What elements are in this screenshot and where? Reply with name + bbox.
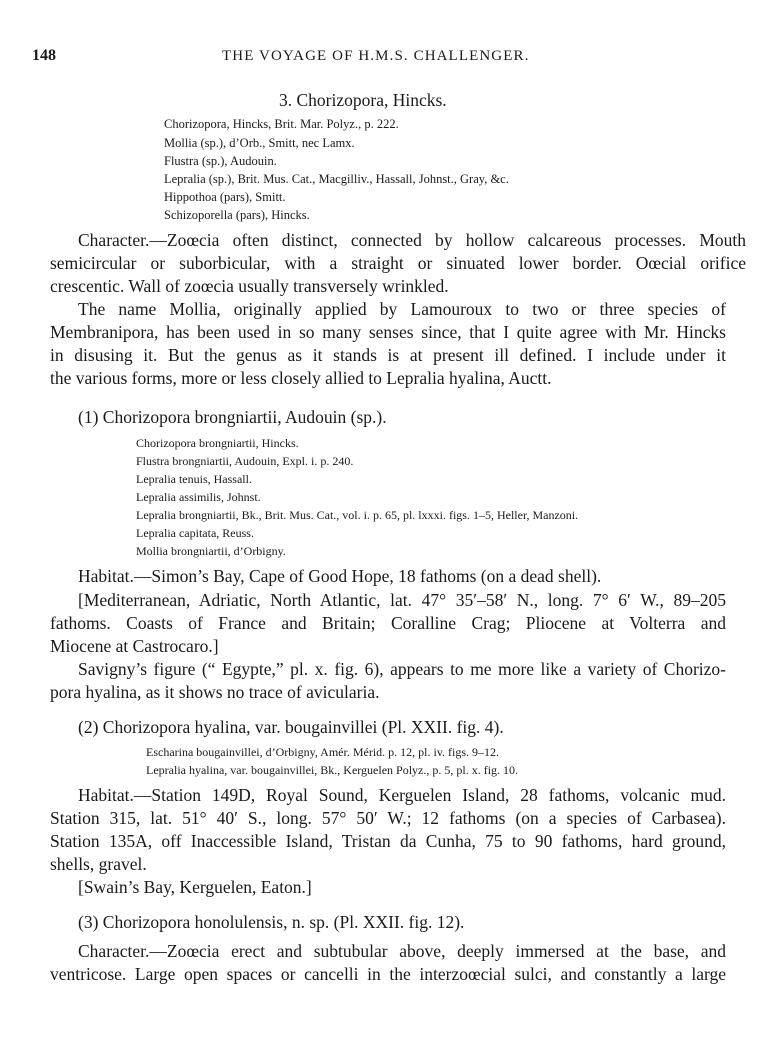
species-1-habitat: Habitat.—Simon’s Bay, Cape of Good Hope, 18 fathoms (on a dead shell). xyxy=(78,566,602,586)
species-synonym: Lepralia hyalina, var. bougainvillei, Bk., Kerguelen Polyz., p. 5, pl. x. fig. 10. xyxy=(146,763,519,777)
species-synonym: Lepralia brongniartii, Bk., Brit. Mus. Cat., vol. i. p. 65, pl. lxxxi. figs. 1–5, Heller, Manzoni. xyxy=(136,508,579,522)
running-title: THE VOYAGE OF H.M.S. CHALLENGER. xyxy=(222,48,530,64)
genus-synonym: Schizoporella (pars), Hincks. xyxy=(164,208,310,222)
species-2-distribution: [Swain’s Bay, Kerguelen, Eaton.] xyxy=(78,877,312,897)
species-synonym: Chorizopora brongniartii, Hincks. xyxy=(136,436,299,450)
species-synonym: Lepralia assimilis, Johnst. xyxy=(136,490,261,504)
species-2-heading: (2) Chorizopora hyalina, var. bougainvillei (Pl. XXII. fig. 4). xyxy=(78,717,504,737)
text-line: pora hyalina, as it shows no trace of avicularia. xyxy=(50,682,380,702)
genus-synonym: Flustra (sp.), Audouin. xyxy=(164,154,277,168)
text-line: semicircular or suborbicular, with a straight or sinuated lower border. Oœcial orifice xyxy=(50,253,746,273)
text-line: the various forms, more or less closely allied to Lepralia hyalina, Auctt. xyxy=(50,368,552,388)
text-line: crescentic. Wall of zoœcia usually transversely wrinkled. xyxy=(50,276,449,296)
text-line: Miocene at Castrocaro.] xyxy=(50,636,219,656)
species-3-heading: (3) Chorizopora honolulensis, n. sp. (Pl. XXII. fig. 12). xyxy=(78,912,465,932)
genus-synonym: Hippothoa (pars), Smitt. xyxy=(164,190,286,204)
text-line: The name Mollia, originally applied by Lamouroux to two or three species of xyxy=(78,299,726,319)
text-line: ventricose. Large open spaces or cancelli in the interzoœcial sulci, and constantly a large xyxy=(50,964,726,984)
text-line: in disusing it. But the genus as it stands is at present ill defined. I include under it xyxy=(50,345,726,365)
genus-synonym: Mollia (sp.), d’Orb., Smitt, nec Lamx. xyxy=(164,136,355,150)
page-number: 148 xyxy=(32,47,56,64)
text-line: Station 135A, off Inaccessible Island, Tristan da Cunha, 75 to 90 fathoms, hard ground, xyxy=(50,831,726,851)
species-synonym: Escharina bougainvillei, d’Orbigny, Amér. Mérid. p. 12, pl. iv. figs. 9–12. xyxy=(146,745,500,759)
species-synonym: Mollia brongniartii, d’Orbigny. xyxy=(136,544,286,558)
genus-heading: 3. Chorizopora, Hincks. xyxy=(279,90,447,110)
text-line: Habitat.—Station 149D, Royal Sound, Kerguelen Island, 28 fathoms, volcanic mud. xyxy=(78,785,726,805)
species-1-heading: (1) Chorizopora brongniartii, Audouin (sp.). xyxy=(78,407,387,427)
text-line: Savigny’s figure (“ Egypte,” pl. x. fig. 6), appears to me more like a variety of Chorizo- xyxy=(78,659,726,679)
text-line: Character.—Zoœcia erect and subtubular above, deeply immersed at the base, and xyxy=(78,941,726,961)
text-line: fathoms. Coasts of France and Britain; Coralline Crag; Pliocene at Volterra and xyxy=(50,613,726,633)
text-line: Membranipora, has been used in so many senses since, that I quite agree with Mr. Hincks xyxy=(50,322,726,342)
species-synonym: Lepralia tenuis, Hassall. xyxy=(136,472,252,486)
genus-synonym: Lepralia (sp.), Brit. Mus. Cat., Macgilliv., Hassall, Johnst., Gray, &c. xyxy=(164,172,509,186)
species-synonym: Lepralia capitata, Reuss. xyxy=(136,526,254,540)
text-line: Station 315, lat. 51° 40′ S., long. 57° 50′ W.; 12 fathoms (on a species of Carbasea). xyxy=(50,808,726,828)
text-line: shells, gravel. xyxy=(50,854,147,874)
text-line: Character.—Zoœcia often distinct, connected by hollow calcareous processes. Mouth xyxy=(78,230,746,250)
text-line: [Mediterranean, Adriatic, North Atlantic, lat. 47° 35′–58′ N., long. 7° 6′ W., 89–205 xyxy=(78,590,726,610)
species-synonym: Flustra brongniartii, Audouin, Expl. i. p. 240. xyxy=(136,454,354,468)
genus-synonym: Chorizopora, Hincks, Brit. Mar. Polyz., p. 222. xyxy=(164,117,399,131)
